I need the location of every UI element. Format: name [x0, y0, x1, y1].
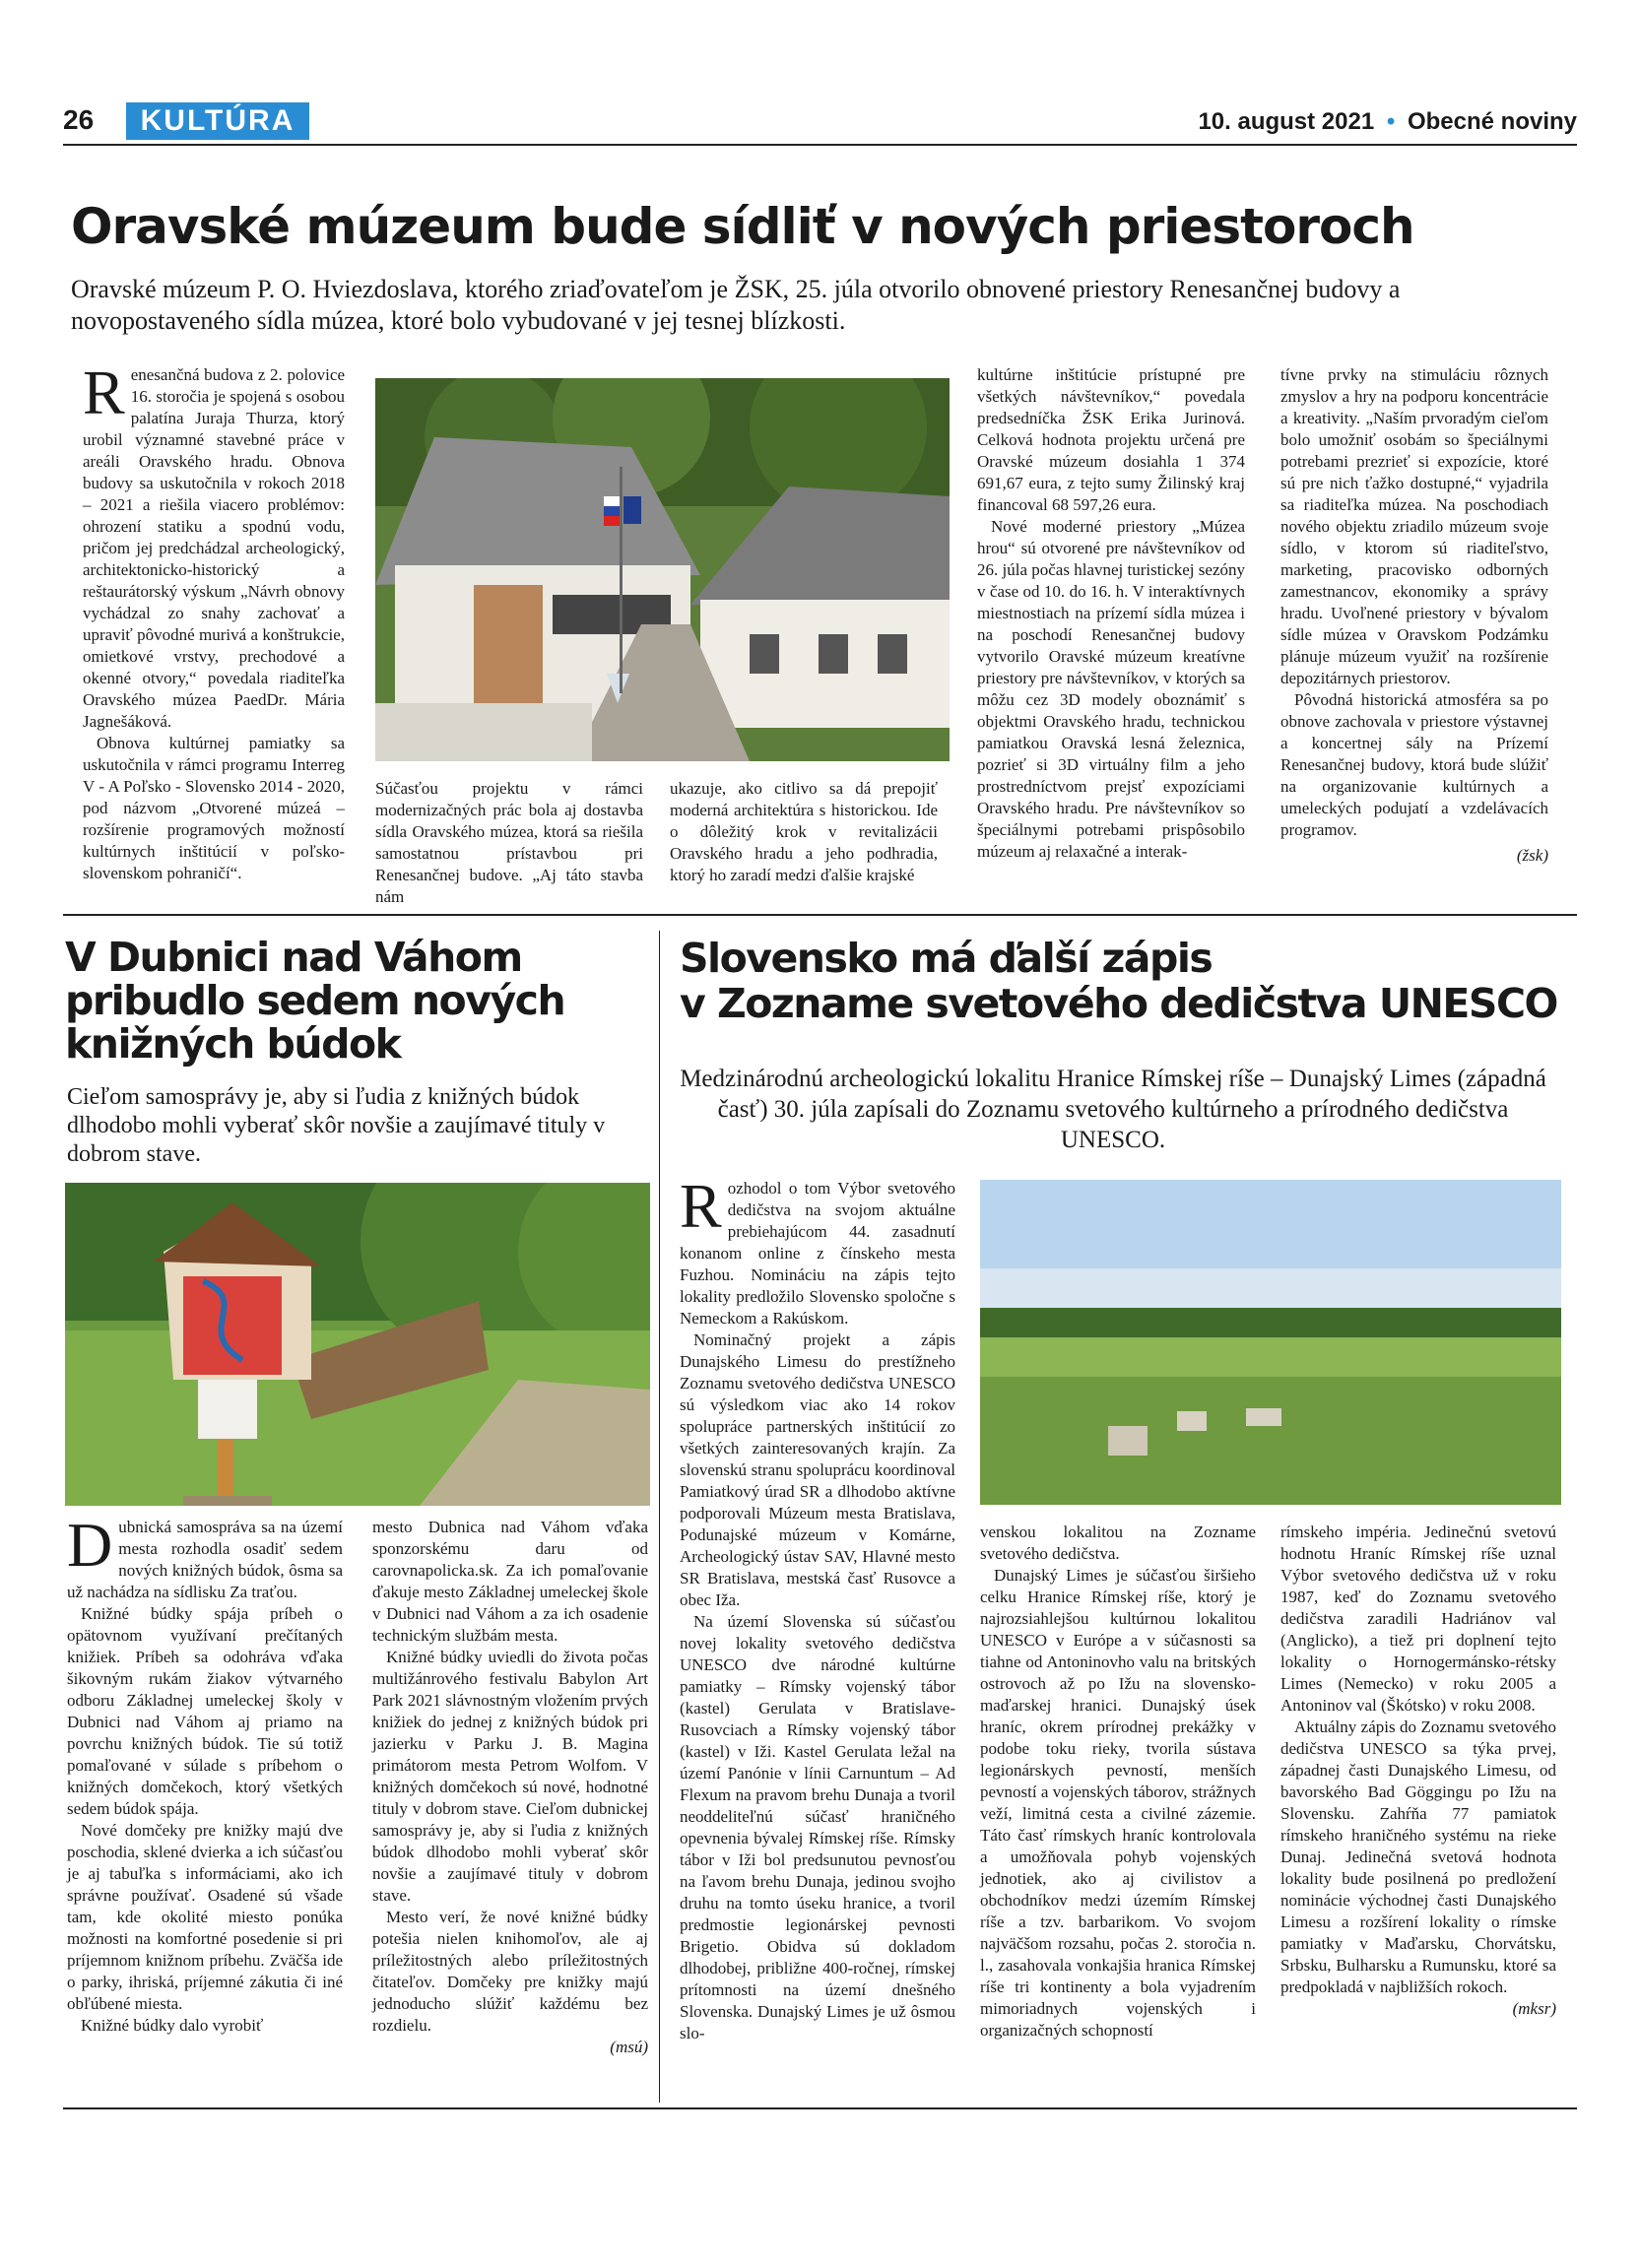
article1-lead: Oravské múzeum P. O. Hviezdoslava, ktorého zriaďovateľom je ŽSK, 25. júla otvorilo obnovené priestory Renesančnej budovy a novopostaveného sídla múzea, ktoré bolo vybudované v jej tesnej blízkosti. [71, 275, 1401, 335]
paragraph: kultúrne inštitúcie prístupné pre všetkých návštevníkov,“ povedala predsedníčka ŽSK Erika Jurinová. Celková hodnota projektu určená pre Oravské múzeum dosiahla 1 374 691,67 eura, z tejto sumy Žilinský kraj financoval 68 597,26 eura. [977, 365, 1245, 514]
paragraph: Nové domčeky pre knižky majú dve poschodia, sklené dvierka a ich súčasťou je aj tabuľka s informáciami, ako ich správne používať. Osadené sú všade tam, kde okolité miesto ponúka možnosti na komfortné posedenie si pri príjemnom knižnom príbehu. Zväčša ide o parky, ihriská, príjemné zákutia či iné obľúbené miesta. [67, 1821, 343, 2013]
title-line: v Zozname svetového dedičstva UNESCO [680, 980, 1557, 1027]
footer-rule [63, 2107, 1577, 2109]
paragraph: mesto Dubnica nad Váhom vďaka sponzorskému daru od carovnapolicka.sk. Za ich pomaľovanie ďakuje mesto Základnej umeleckej škole v Dubnici nad Váhom a za ich osadenie technickým službám mesta. [372, 1518, 648, 1645]
column-divider [659, 931, 660, 2103]
paragraph: ozhodol o tom Výbor svetového dedičstva na svojom aktuálne prebiehajúcom 44. zasadnutí konanom online z čínskeho mesta Fuzhou. Nomináciu na zápis tejto lokality predložilo Slovensko spoločne s Nemeckom a Rakúskom. [680, 1179, 955, 1328]
paragraph: Pôvodná historická atmosféra sa po obnove zachovala v priestore výstavnej a koncertnej sály na Prízemí Renesančnej budovy, ktorá bude slúžiť na organizovanie kultúrnych a umeleckých podujatí a vzdelávacích programov. [1280, 690, 1548, 839]
section-label [126, 102, 309, 140]
paragraph: ubnická samospráva sa na území mesta rozhodla osadiť sedem nových knižných búdok, ôsma sa už nachádza na sídlisku Za traťou. [67, 1518, 343, 1601]
building-photo-image [375, 378, 950, 761]
paragraph: rímskeho impéria. Jedinečnú svetovú hodnotu Hraníc Rímskej ríše uznal Výbor svetového dedičstva už v roku 1987, keď do Zoznamu svetového dedičstva zaradili Hadriánov val (Anglicko), a tiež pri doplnení tejto lokality o Hornogermánsko-rétsky Limes (Nemecko) v roku 2005 a Antoninov val (Škótsko) v roku 2008. [1280, 1523, 1556, 1715]
title-line: Slovensko má ďalší zápis [680, 935, 1213, 982]
masthead-info [1198, 108, 1577, 136]
drop-cap: R [83, 357, 125, 427]
article2-lead: Cieľom samosprávy je, aby si ľudia z knižných búdok dlhodobo mohli vyberať skôr novšie a zaujímavé tituly v dobrom stave. [67, 1084, 606, 1167]
title-line: V Dubnici nad Váhom [65, 934, 522, 981]
section-label-text: KULTÚRA [140, 104, 295, 137]
paragraph: Nominačný projekt a zápis Dunajského Limesu do prestížneho Zoznamu svetového dedičstva UNESCO sú výsledkom viac ako 14 rokov spolupráce partnerských inštitúcií zo všetkých zainteresovaných krajín. Za slovenskú stranu spoluprácu koordinoval Pamiatkový úrad SR a dlhodobo aktívne podporovali Múzeum mesta Bratislava, Podunajské múzeum v Komárne, Archeologický ústav SAV, Hlavné mesto SR Bratislava, mestská časť Rusovce a obec Iža. [680, 1330, 955, 1609]
roman-camp-photo-image [980, 1180, 1561, 1505]
paragraph: Na území Slovenska sú súčasťou novej lokality svetového dedičstva UNESCO dve národné kultúrne pamiatky – Rímsky vojenský tábor (kastel) Gerulata v Bratislave-Rusovciach a Rímsky vojenský tábor (kastel) v Iži. Kastel Gerulata ležal na území Panónie v línii Carnuntum – Ad Flexum na pravom brehu Dunaja a tvoril neoddeliteľnú súčasť hraničného opevnenia bývalej Rímskej ríše. Rímsky tábor v Iži bol predsunutou pevnosťou na ľavom brehu Dunaja, jedinou svojho druhu na tomto úseku hranice, a tvoril predmostie legionárskej pevnosti Brigetio. Obidva sú dokladom dlhodobej, približne 400-ročnej, rímskej prítomnosti na území dnešného Slovenska. Dunajský Limes je už ôsmou slo- [680, 1612, 955, 2042]
title-line: knižných búdok [65, 1020, 401, 1068]
issue-date: 10. august 2021 [1198, 108, 1375, 135]
article2-col1 [67, 1510, 343, 2037]
bullet-separator: • [1386, 108, 1396, 135]
photo-book-box [65, 1183, 650, 1506]
article2-title [65, 936, 564, 1066]
article3-col1 [680, 1171, 955, 2044]
drop-cap: D [67, 1510, 113, 1580]
article2-col2 [372, 1517, 648, 2058]
drop-cap: R [680, 1171, 722, 1241]
paragraph: Knižné búdky dalo vyrobiť [81, 2016, 264, 2035]
paragraph: Mesto verí, že nové knižné búdky potešia nielen knihomoľov, ale aj príležitostných alebo príležitostných čitateľov. Domčeky pre knižky majú jednoducho slúžiť každému bez rozdielu. [372, 1908, 648, 2035]
paragraph: ukazuje, ako citlivo sa dá prepojiť moderná architektúra s historickou. Ide o dôležitý krok v revitalizácii Oravského hradu a jeho podhradia, ktorý ho zaradí medzi ďalšie krajské [670, 779, 938, 884]
paragraph: Súčasťou projektu v rámci modernizačných prác bola aj dostavba sídla Oravského múzea, ktorá sa riešila samostatnou prístavbou pri Renesančnej budove. „Aj táto stavba nám [375, 779, 643, 906]
article3-lead: Medzinárodnú archeologickú lokalitu Hranice Rímskej ríše – Dunajský Limes (západná časť) 30. júla zapísali do Zoznamu svetového kultúrneho a prírodného dedičstva UNESCO. [680, 1066, 1546, 1153]
title-line: pribudlo sedem nových [65, 977, 565, 1024]
paragraph: enesančná budova z 2. polovice 16. storočia je spojená s osobou palatína Juraja Thurza, ktorý urobil významné stavebné práce v areáli Oravského hradu. Obnova budovy sa uskutočnila v rokoch 2018 – 2021 a riešila viacero problémov: ohrození statiku a spodnú vodu, pričom jej predchádzal archeologický, architektonicko-historický a reštaurátorský výskum „Návrh obnovy vychádzal zo snahy zachovať a upraviť pôvodné murivá a konštrukcie, omietkové vrstvy, prechodové a okenné otvory,“ povedala riaditeľka Oravského múzea PaedDr. Mária Jagnešáková. [83, 365, 345, 731]
paragraph: Aktuálny zápis do Zoznamu svetového dedičstva UNESCO sa týka prvej, západnej časti Dunajského Limesu, od bavorského Bad Göggingu po Ižu na Slovensku. Zahŕňa 77 pamiatok rímskeho hraničného systému na rieke Dunaj. Jedinečná svetová hodnota lokality bude posilnená po predložení nominácie východnej časti Dunajského Limesu a rozšírení lokality o rímske pamiatky v Maďarsku, Chorvátsku, Srbsku, Bulharsku a Rumunsku, ktoré sa predpokladá v najbližších rokoch. [1280, 1717, 1556, 1996]
article1-title: Oravské múzeum bude sídliť v nových priestoroch [71, 198, 1414, 255]
page-number: 26 [63, 104, 95, 135]
author-credit: (mksr) [1512, 1999, 1556, 2018]
article3-title [680, 936, 1557, 1026]
paragraph: venskou lokalitou na Zozname svetového dedičstva. [980, 1523, 1256, 1563]
paragraph: Obnova kultúrnej pamiatky sa uskutočnila v rámci programu Interreg V - A Poľsko - Slovensko 2014 - 2020, pod názvom „Otvorené múzeá – rozšírenie programových možností kultúrnych inštitúcií v poľsko-slovenskom pohraničí“. [83, 734, 345, 882]
article3-col3 [1280, 1522, 1556, 2020]
publication-name: Obecné noviny [1407, 108, 1577, 135]
photo-roman-camp [980, 1180, 1561, 1505]
article1-col2 [375, 778, 643, 908]
paragraph: Knižné búdky uviedli do života počas multižánrového festivalu Babylon Art Park 2021 slávnostným vložením prvých knižiek do jednej z knižných búdok pri jazierku v Parku J. B. Magina primátorom mesta Petrom Wolfom. V knižných domčekoch sú nové, hodnotné tituly v dobrom stave. Cieľom dubnickej samosprávy je, aby si ľudia z knižných búdok dlhodobo mohli vyberať skôr novšie a zaujímavé tituly v dobrom stave. [372, 1648, 648, 1905]
article1-col3 [670, 778, 938, 886]
article1-col5 [1280, 364, 1548, 867]
paragraph: tívne prvky na stimuláciu rôznych zmyslov a hry na podporu koncentrácie a kreativity. „Naším prvoradým cieľom bolo umožniť osobám so špeciálnymi potrebami prezrieť si expozície, ktoré sú pre nich ťažko dostupné,“ vyjadrila sa riaditeľka múzea. Na poschodiach nového objektu zriadilo múzeum svoje sídlo, v ktorom sú riaditeľstvo, marketing, pracovisko odborných zamestnancov, ekonomiky a správy hradu. Uvoľnené priestory v bývalom sídle múzea v Oravskom Podzámku plánuje múzeum využiť na rozšírenie depozitárnych priestorov. [1280, 365, 1548, 687]
article1-col1 [83, 357, 345, 884]
author-credit: (žsk) [1516, 846, 1548, 865]
author-credit: (msú) [610, 2038, 648, 2056]
book-box-photo-image [65, 1183, 650, 1506]
photo-oravske-muzeum [375, 378, 950, 761]
paragraph: Nové moderné priestory „Múzea hrou“ sú otvorené pre návštevníkov od 26. júla počas hlavnej turistickej sezóny v čase od 10. do 16. h. V interaktívnych miestnostiach na prízemí sídla múzea i na poschodí Renesančnej budovy vytvorilo Oravské múzeum kreatívne priestory pre návštevníkov, v ktorých sa môžu cez 3D modely oboznámiť s objektmi Oravského hradu, technickou pamiatkou Oravská lesná železnica, pozrieť si 3D virtuálny film a jeho prostredníctvom prejsť expozíciami Oravského hradu. Pre návštevníkov so špeciálnymi potrebami prispôsobilo múzeum aj relaxačné a interak- [977, 517, 1245, 861]
header-rule [63, 144, 1577, 146]
article1-col4 [977, 364, 1245, 863]
paragraph: Dunajský Limes je súčasťou širšieho celku Hranice Rímskej ríše, ktorý je najrozsiahlejšou kultúrnou lokalitou UNESCO v Európe a v súčasnosti sa tiahne od Antoninovho valu na britských ostrovoch až po Ižu na slovensko-maďarskej hranici. Dunajský úsek hraníc, okrem prírodnej prekážky v podobe toku rieky, tvorila sústava legionárskych pevností, menších pevností a vojenských táborov, strážnych veží, limitná cesta a civilné zázemie. Táto časť rímskych hraníc kontrolovala a umožňovala pohyb vojenských jednotiek, ako aj civilistov a obchodníkov medzi územím Rímskej ríše a tzv. barbarikom. Vo svojom najväčšom rozsahu, počas 2. storočia n. l., zasahovala vonkajšia hranica Rímskej ríše tri kontinenty a bola vyjadrením mimoriadnych vojenských i organizačných schopností [980, 1566, 1256, 2040]
section-rule [63, 914, 1577, 916]
article3-col2 [980, 1522, 1256, 2041]
paragraph: Knižné búdky spája príbeh o opätovnom využívaní prečítaných knižiek. Príbeh sa odohráva vďaka šikovným rukám žiakov výtvarného odboru Základnej umeleckej školy v Dubnici nad Váhom aj priamo na povrchu knižných búdok. Tie sú totiž pomaľované v súlade s príbehom o knižných domčekoch, ktorý všetkých sedem búdok spája. [67, 1604, 343, 1818]
